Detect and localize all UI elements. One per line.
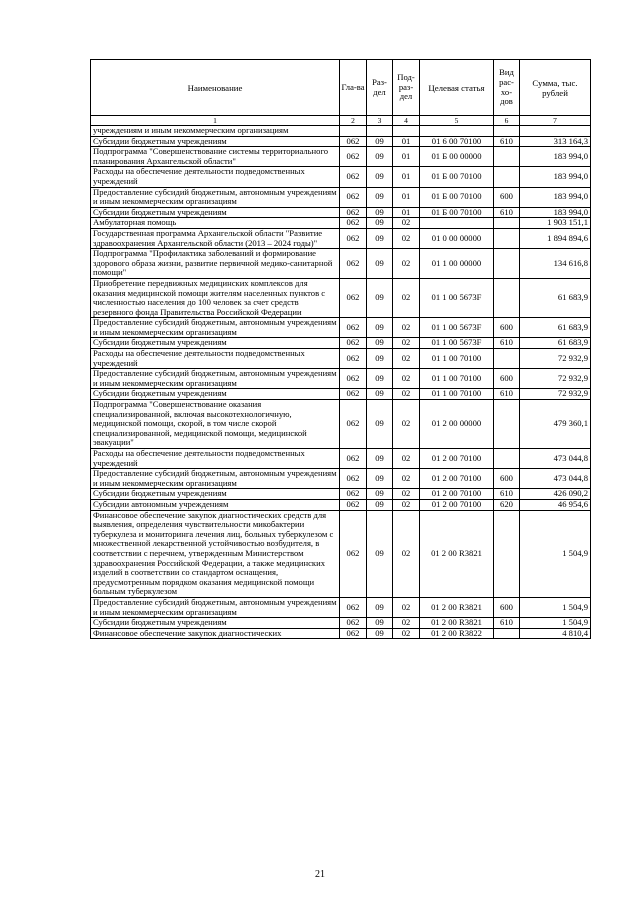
row-name-cell: Расходы на обеспечение деятельности подведомственных учреждений: [91, 449, 340, 469]
row-name-cell: Подпрограмма "Совершенствование оказания специализированной, включая высокотехнологичную, медицинской помощи, скорой, в том числе скорой специализированной, медицинской помощи, медицинской эвакуации": [91, 400, 340, 449]
row-subsection-cell: 02: [393, 489, 420, 500]
row-amount-cell: 72 932,9: [520, 389, 591, 400]
row-target-item-cell: 01 2 00 70100: [420, 449, 494, 469]
budget-table: [90, 59, 591, 639]
row-subsection-cell: 01: [393, 147, 420, 167]
row-amount-cell: 1 504,9: [520, 510, 591, 597]
row-section-cell: 09: [367, 400, 393, 449]
row-target-item-cell: 01 2 00 R3821: [420, 597, 494, 617]
table-row: [91, 228, 591, 248]
column-number: 6: [494, 116, 520, 126]
row-name-cell: Субсидии автономным учреждениям: [91, 499, 340, 510]
row-name-cell: Приобретение передвижных медицинских комплексов для оказания медицинской помощи жителям населенных пунктов с численностью населения до 100 человек за счет средств резервного фонда Правительства Российской Федерации: [91, 278, 340, 317]
column-number: 4: [393, 116, 420, 126]
column-number-row: [91, 116, 591, 126]
row-chapter-cell: 062: [340, 369, 367, 389]
row-chapter-cell: 062: [340, 338, 367, 349]
table-row: [91, 147, 591, 167]
row-amount-cell: 183 994,0: [520, 207, 591, 218]
column-header-expense-type: Вид рас-хо-дов: [494, 60, 520, 116]
row-expense-type-cell: [494, 510, 520, 597]
row-target-item-cell: [420, 126, 494, 137]
row-chapter-cell: 062: [340, 218, 367, 229]
row-amount-cell: 183 994,0: [520, 167, 591, 187]
row-target-item-cell: 01 6 00 70100: [420, 136, 494, 147]
row-target-item-cell: 01 1 00 5673F: [420, 278, 494, 317]
row-section-cell: [367, 126, 393, 137]
row-name-cell: Расходы на обеспечение деятельности подведомственных учреждений: [91, 349, 340, 369]
column-number: 3: [367, 116, 393, 126]
column-header-amount: Сумма, тыс. рублей: [520, 60, 591, 116]
row-name-cell: Государственная программа Архангельской области "Развитие здравоохранения Архангельской области (2013 – 2024 годы)": [91, 228, 340, 248]
row-amount-cell: 1 504,9: [520, 618, 591, 629]
row-chapter-cell: [340, 126, 367, 137]
table-body: [91, 126, 591, 639]
row-expense-type-cell: 600: [494, 369, 520, 389]
row-chapter-cell: 062: [340, 349, 367, 369]
table-row: [91, 278, 591, 317]
row-chapter-cell: 062: [340, 597, 367, 617]
row-subsection-cell: 02: [393, 369, 420, 389]
row-expense-type-cell: [494, 449, 520, 469]
row-chapter-cell: 062: [340, 167, 367, 187]
table-row: [91, 136, 591, 147]
row-subsection-cell: 02: [393, 349, 420, 369]
row-section-cell: 09: [367, 228, 393, 248]
row-expense-type-cell: 600: [494, 469, 520, 489]
row-target-item-cell: 01 1 00 70100: [420, 349, 494, 369]
table-row: [91, 338, 591, 349]
row-name-cell: Расходы на обеспечение деятельности подведомственных учреждений: [91, 167, 340, 187]
row-amount-cell: 134 616,8: [520, 249, 591, 279]
row-subsection-cell: 02: [393, 499, 420, 510]
row-name-cell: Подпрограмма "Профилактика заболеваний и формирование здорового образа жизни, развитие первичной медико-санитарной помощи": [91, 249, 340, 279]
row-subsection-cell: 01: [393, 136, 420, 147]
table-row: [91, 618, 591, 629]
table-row: [91, 499, 591, 510]
row-chapter-cell: 062: [340, 618, 367, 629]
row-subsection-cell: 01: [393, 207, 420, 218]
row-section-cell: 09: [367, 338, 393, 349]
row-name-cell: Подпрограмма "Совершенствование системы территориального планирования Архангельской области": [91, 147, 340, 167]
column-number: 1: [91, 116, 340, 126]
row-expense-type-cell: [494, 400, 520, 449]
row-name-cell: Предоставление субсидий бюджетным, автономным учреждениям и иным некоммерческим организациям: [91, 187, 340, 207]
row-expense-type-cell: [494, 628, 520, 639]
row-target-item-cell: 01 2 00 00000: [420, 400, 494, 449]
row-section-cell: 09: [367, 218, 393, 229]
column-header-section: Раз-дел: [367, 60, 393, 116]
row-chapter-cell: 062: [340, 207, 367, 218]
table-row: [91, 489, 591, 500]
row-expense-type-cell: [494, 249, 520, 279]
table-row: [91, 218, 591, 229]
table-row: [91, 510, 591, 597]
row-expense-type-cell: [494, 126, 520, 137]
row-subsection-cell: 02: [393, 628, 420, 639]
row-section-cell: 09: [367, 449, 393, 469]
table-row: [91, 187, 591, 207]
row-subsection-cell: 01: [393, 167, 420, 187]
row-name-cell: Субсидии бюджетным учреждениям: [91, 389, 340, 400]
row-amount-cell: 1 894 894,6: [520, 228, 591, 248]
row-section-cell: 09: [367, 278, 393, 317]
row-section-cell: 09: [367, 187, 393, 207]
row-subsection-cell: 02: [393, 249, 420, 279]
table-row: [91, 249, 591, 279]
row-target-item-cell: 01 2 00 R3822: [420, 628, 494, 639]
table-row: [91, 628, 591, 639]
row-amount-cell: 426 090,2: [520, 489, 591, 500]
row-expense-type-cell: 620: [494, 499, 520, 510]
row-amount-cell: 61 683,9: [520, 318, 591, 338]
column-header-name: Наименование: [91, 60, 340, 116]
row-target-item-cell: 01 1 00 70100: [420, 369, 494, 389]
row-subsection-cell: 02: [393, 618, 420, 629]
row-amount-cell: 46 954,6: [520, 499, 591, 510]
row-amount-cell: 61 683,9: [520, 278, 591, 317]
row-expense-type-cell: 600: [494, 597, 520, 617]
row-amount-cell: 72 932,9: [520, 369, 591, 389]
row-section-cell: 09: [367, 510, 393, 597]
row-name-cell: Субсидии бюджетным учреждениям: [91, 136, 340, 147]
column-number: 2: [340, 116, 367, 126]
row-chapter-cell: 062: [340, 628, 367, 639]
row-name-cell: Амбулаторная помощь: [91, 218, 340, 229]
row-chapter-cell: 062: [340, 318, 367, 338]
row-section-cell: 09: [367, 207, 393, 218]
row-target-item-cell: 01 Б 00 70100: [420, 207, 494, 218]
table-row: [91, 207, 591, 218]
table-row: [91, 167, 591, 187]
row-chapter-cell: 062: [340, 249, 367, 279]
row-target-item-cell: 01 Б 00 70100: [420, 167, 494, 187]
row-amount-cell: 72 932,9: [520, 349, 591, 369]
column-header-subsection: Под-раз-дел: [393, 60, 420, 116]
row-subsection-cell: 02: [393, 449, 420, 469]
row-name-cell: Финансовое обеспечение закупок диагностических: [91, 628, 340, 639]
row-name-cell: Субсидии бюджетным учреждениям: [91, 207, 340, 218]
row-target-item-cell: 01 Б 00 00000: [420, 147, 494, 167]
row-expense-type-cell: [494, 278, 520, 317]
row-target-item-cell: 01 1 00 70100: [420, 389, 494, 400]
row-chapter-cell: 062: [340, 510, 367, 597]
row-target-item-cell: 01 Б 00 70100: [420, 187, 494, 207]
row-section-cell: 09: [367, 147, 393, 167]
row-amount-cell: 313 164,3: [520, 136, 591, 147]
row-subsection-cell: 02: [393, 338, 420, 349]
row-chapter-cell: 062: [340, 449, 367, 469]
table-row: [91, 126, 591, 137]
column-number: 7: [520, 116, 591, 126]
row-expense-type-cell: 600: [494, 187, 520, 207]
row-amount-cell: [520, 126, 591, 137]
row-amount-cell: 61 683,9: [520, 338, 591, 349]
row-subsection-cell: 02: [393, 597, 420, 617]
table-row: [91, 349, 591, 369]
row-subsection-cell: 02: [393, 400, 420, 449]
table-row: [91, 597, 591, 617]
row-expense-type-cell: [494, 218, 520, 229]
row-amount-cell: 1 504,9: [520, 597, 591, 617]
row-target-item-cell: 01 2 00 70100: [420, 489, 494, 500]
row-name-cell: Субсидии бюджетным учреждениям: [91, 489, 340, 500]
column-header-target-item: Целевая статья: [420, 60, 494, 116]
row-name-cell: Предоставление субсидий бюджетным, автономным учреждениям и иным некоммерческим организациям: [91, 318, 340, 338]
row-target-item-cell: 01 1 00 5673F: [420, 318, 494, 338]
column-number: 5: [420, 116, 494, 126]
row-target-item-cell: 01 2 00 R3821: [420, 618, 494, 629]
row-name-cell: Субсидии бюджетным учреждениям: [91, 338, 340, 349]
row-name-cell: Финансовое обеспечение закупок диагностических средств для выявления, определения чувствительности микобактерии туберкулеза и мониторинга лечения лиц, больных туберкулезом с множественной лекарственной устойчивостью возбудителя, в соответствии с перечнем, утвержденным Министерством здравоохранения Российской Федерации, а также медицинских изделий в соответствии со стандартом оснащения, предусмотренным порядком оказания медицинской помощи больным туберкулезом: [91, 510, 340, 597]
row-chapter-cell: 062: [340, 147, 367, 167]
row-target-item-cell: 01 2 00 70100: [420, 499, 494, 510]
row-target-item-cell: 01 2 00 70100: [420, 469, 494, 489]
row-name-cell: Субсидии бюджетным учреждениям: [91, 618, 340, 629]
row-chapter-cell: 062: [340, 389, 367, 400]
row-target-item-cell: 01 1 00 00000: [420, 249, 494, 279]
row-chapter-cell: 062: [340, 400, 367, 449]
row-chapter-cell: 062: [340, 187, 367, 207]
row-section-cell: 09: [367, 597, 393, 617]
table-header-row: [91, 60, 591, 116]
row-section-cell: 09: [367, 618, 393, 629]
table-row: [91, 469, 591, 489]
row-expense-type-cell: 610: [494, 389, 520, 400]
row-name-cell: Предоставление субсидий бюджетным, автономным учреждениям и иным некоммерческим организациям: [91, 369, 340, 389]
row-subsection-cell: 02: [393, 318, 420, 338]
table-row: [91, 369, 591, 389]
row-expense-type-cell: 610: [494, 489, 520, 500]
row-section-cell: 09: [367, 628, 393, 639]
row-subsection-cell: 02: [393, 228, 420, 248]
row-amount-cell: 1 903 151,1: [520, 218, 591, 229]
row-expense-type-cell: [494, 349, 520, 369]
row-name-cell: Предоставление субсидий бюджетным, автономным учреждениям и иным некоммерческим организациям: [91, 597, 340, 617]
row-subsection-cell: 02: [393, 389, 420, 400]
row-target-item-cell: [420, 218, 494, 229]
row-section-cell: 09: [367, 318, 393, 338]
row-subsection-cell: 02: [393, 278, 420, 317]
row-chapter-cell: 062: [340, 228, 367, 248]
row-amount-cell: 479 360,1: [520, 400, 591, 449]
row-section-cell: 09: [367, 136, 393, 147]
row-section-cell: 09: [367, 349, 393, 369]
table-row: [91, 449, 591, 469]
row-name-cell: Предоставление субсидий бюджетным, автономным учреждениям и иным некоммерческим организациям: [91, 469, 340, 489]
row-subsection-cell: 02: [393, 469, 420, 489]
row-amount-cell: 183 994,0: [520, 187, 591, 207]
row-subsection-cell: [393, 126, 420, 137]
row-section-cell: 09: [367, 499, 393, 510]
row-expense-type-cell: 610: [494, 136, 520, 147]
row-chapter-cell: 062: [340, 136, 367, 147]
row-expense-type-cell: 610: [494, 618, 520, 629]
row-expense-type-cell: 600: [494, 318, 520, 338]
row-expense-type-cell: 610: [494, 207, 520, 218]
row-expense-type-cell: 610: [494, 338, 520, 349]
row-amount-cell: 473 044,8: [520, 449, 591, 469]
row-section-cell: 09: [367, 249, 393, 279]
row-section-cell: 09: [367, 469, 393, 489]
row-subsection-cell: 01: [393, 187, 420, 207]
row-amount-cell: 4 810,4: [520, 628, 591, 639]
page-number: 21: [315, 869, 325, 880]
row-section-cell: 09: [367, 369, 393, 389]
row-target-item-cell: 01 2 00 R3821: [420, 510, 494, 597]
row-name-cell: учреждениям и иным некоммерческим организациям: [91, 126, 340, 137]
row-target-item-cell: 01 0 00 00000: [420, 228, 494, 248]
table-row: [91, 318, 591, 338]
table-row: [91, 389, 591, 400]
table-row: [91, 400, 591, 449]
row-chapter-cell: 062: [340, 489, 367, 500]
row-expense-type-cell: [494, 147, 520, 167]
row-subsection-cell: 02: [393, 510, 420, 597]
row-amount-cell: 183 994,0: [520, 147, 591, 167]
row-chapter-cell: 062: [340, 278, 367, 317]
row-chapter-cell: 062: [340, 499, 367, 510]
row-section-cell: 09: [367, 167, 393, 187]
row-subsection-cell: 02: [393, 218, 420, 229]
row-section-cell: 09: [367, 389, 393, 400]
row-chapter-cell: 062: [340, 469, 367, 489]
row-amount-cell: 473 044,8: [520, 469, 591, 489]
row-section-cell: 09: [367, 489, 393, 500]
row-expense-type-cell: [494, 167, 520, 187]
row-target-item-cell: 01 1 00 5673F: [420, 338, 494, 349]
row-expense-type-cell: [494, 228, 520, 248]
column-header-chapter: Гла-ва: [340, 60, 367, 116]
